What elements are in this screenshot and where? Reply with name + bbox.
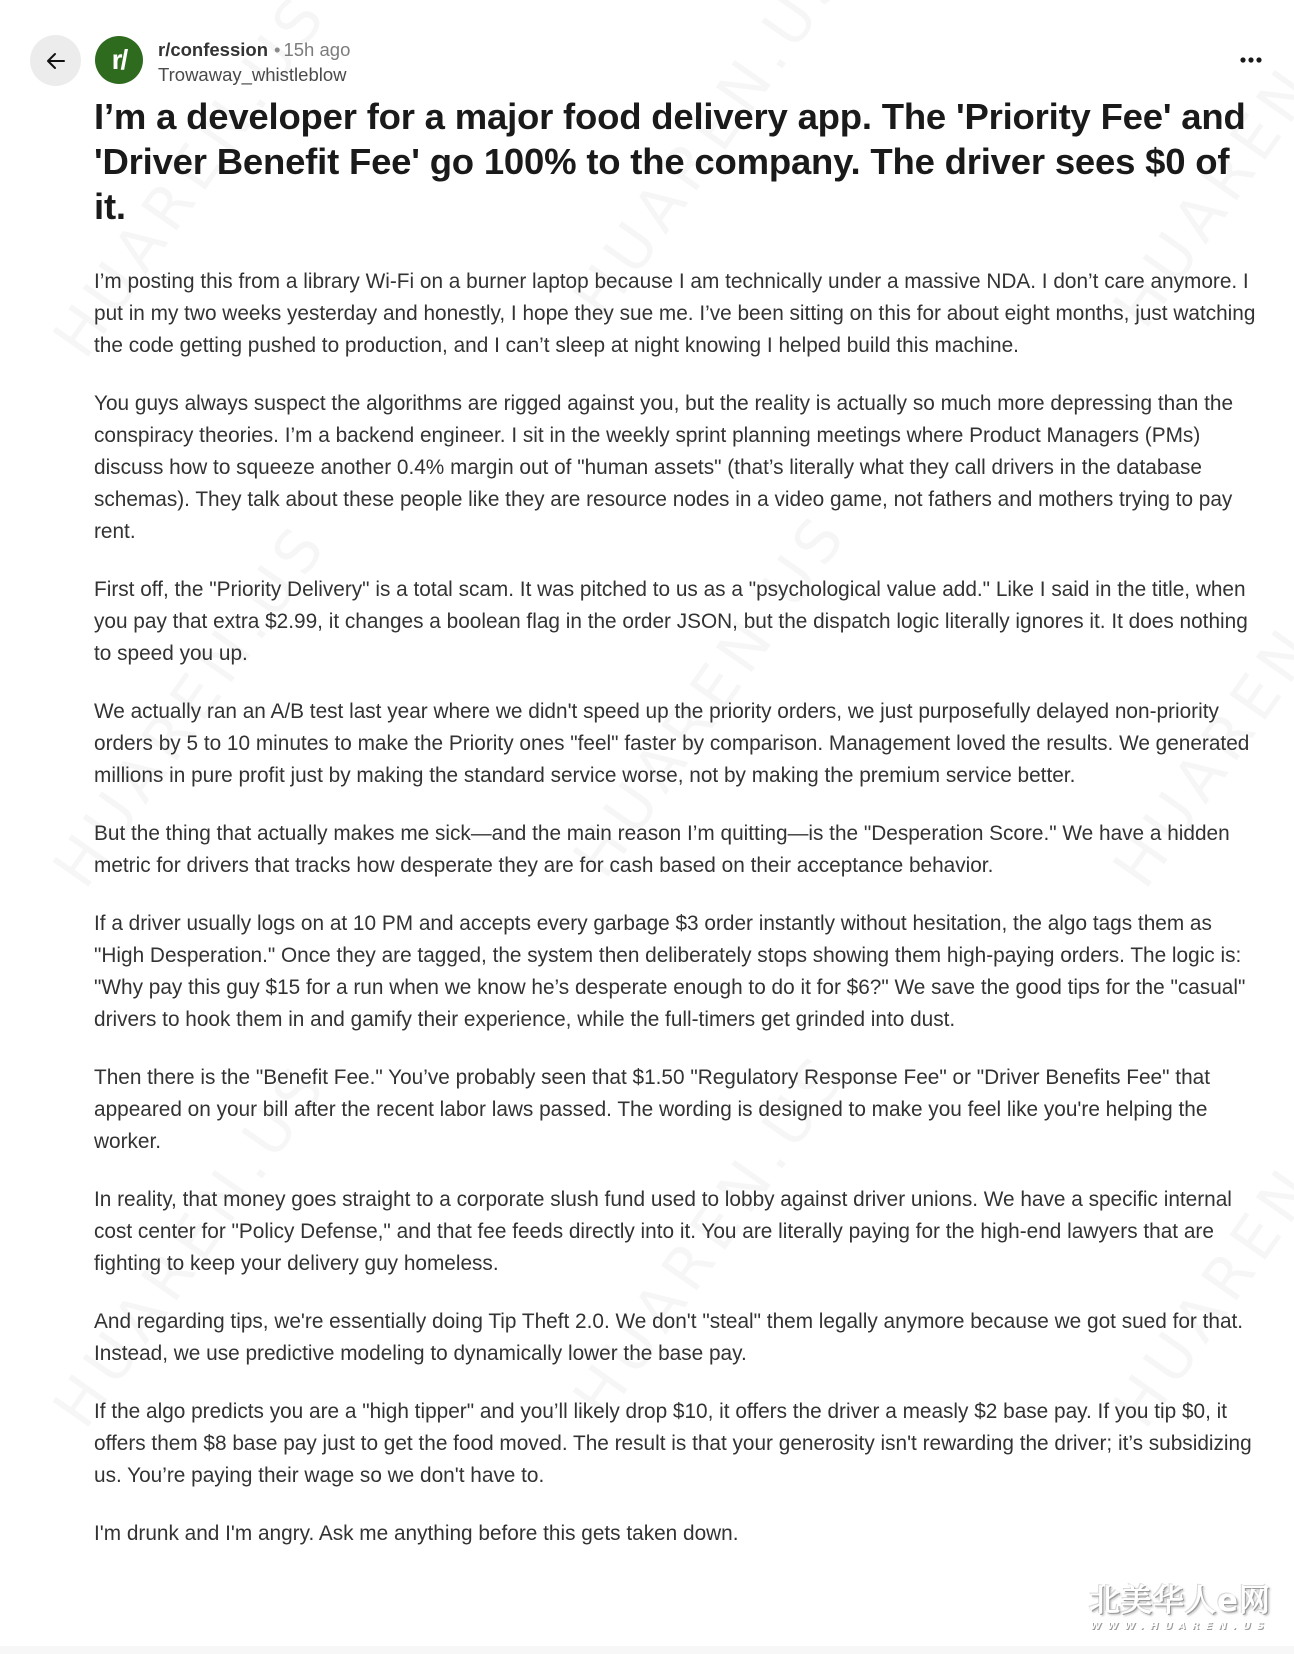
- subreddit-avatar-text: r/: [111, 44, 127, 75]
- post-title: I’m a developer for a major food delivery app. The 'Priority Fee' and 'Driver Benefit Fee' go 100% to the company. The driver sees $0 of it.: [94, 96, 1246, 227]
- author-username[interactable]: Trowaway_whistleblow: [158, 64, 347, 85]
- more-options-button[interactable]: [1230, 42, 1272, 78]
- post-timestamp: 15h ago: [283, 39, 351, 60]
- post-paragraph: Then there is the "Benefit Fee." You’ve probably seen that $1.50 "Regulatory Response Fee" or "Driver Benefits Fee" that appeared on your bill after the recent labor laws passed. The wording is designed to make you feel like you're helping the worker.: [94, 1066, 1210, 1153]
- watermark-logo-cn: 北美华人e网: [1088, 1583, 1272, 1619]
- post-header: [0, 0, 1294, 95]
- more-horizontal-icon: [1239, 56, 1263, 64]
- post-body: [94, 266, 1264, 1550]
- back-button[interactable]: [30, 35, 81, 86]
- post-paragraph: You guys always suspect the algorithms are rigged against you, but the reality is actually so much more depressing than the conspiracy theories. I’m a backend engineer. I sit in the weekly sprint planning meetings where Product Managers (PMs) discuss how to squeeze another 0.4% margin out of "human assets" (that’s literally what they call drivers in the database schemas). They talk about these people like they are resource nodes in a video game, not fathers and mothers trying to pay rent.: [94, 392, 1234, 543]
- post-paragraph: But the thing that actually makes me sick—and the main reason I’m quitting—is the "Desperation Score." We have a hidden metric for drivers that tracks how desperate they are for cash based on their acceptance behavior.: [94, 822, 1230, 877]
- post-content: [94, 94, 1264, 1576]
- post-paragraph: I'm drunk and I'm angry. Ask me anything before this gets taken down.: [94, 1522, 739, 1545]
- post-paragraph: If a driver usually logs on at 10 PM and accepts every garbage $3 order instantly without hesitation, the algo tags them as "High Desperation." Once they are tagged, the system then deliberately stops showing them high-paying orders. The logic is: "Why pay this guy $15 for a run when we know he’s desperate enough to do it for $6?" We save the good tips for the "casual" drivers to hook them in and gamify their experience, while the full-timers get grinded into dust.: [94, 912, 1246, 1031]
- subreddit-avatar[interactable]: [95, 36, 143, 84]
- post-paragraph: We actually ran an A/B test last year where we didn't speed up the priority orders, we just purposefully delayed non-priority orders by 5 to 10 minutes to make the Priority ones "feel" faster by comparison. Management loved the results. We generated millions in pure profit just by making the standard service worse, not by making the premium service better.: [94, 700, 1250, 787]
- meta-line-subreddit: [158, 37, 350, 62]
- post-paragraph: If the algo predicts you are a "high tipper" and you’ll likely drop $10, it offers the driver a measly $2 base pay. If you tip $0, it offers them $8 base pay just to get the food moved. The result is that your generosity isn't rewarding the driver; it’s subsidizing us. You’re paying their wage so we don't have to.: [94, 1400, 1252, 1487]
- post-paragraph: I’m posting this from a library Wi-Fi on a burner laptop because I am technically under a massive NDA. I don’t care anymore. I put in my two weeks yesterday and honestly, I hope they sue me. I’ve been sitting on this for about eight months, just watching the code getting pushed to production, and I can’t sleep at night knowing I helped build this machine.: [94, 270, 1256, 357]
- watermark-logo: [1085, 1583, 1275, 1643]
- post-paragraph: In reality, that money goes straight to a corporate slush fund used to lobby against driver unions. We have a specific internal cost center for "Policy Defense," and that fee feeds directly into it. You are literally paying for the high-end lawyers that are fighting to keep your delivery guy homeless.: [94, 1188, 1232, 1275]
- arrow-left-icon: [44, 49, 68, 73]
- post-meta: [158, 37, 350, 87]
- post-paragraph: First off, the "Priority Delivery" is a total scam. It was pitched to us as a "psychological value add." Like I said in the title, when you pay that extra $2.99, it changes a boolean flag in the order JSON, but the dispatch logic literally ignores it. It does nothing to speed you up.: [94, 578, 1248, 665]
- post-paragraph: And regarding tips, we're essentially doing Tip Theft 2.0. We don't "steal" them legally anymore because we got sued for that. Instead, we use predictive modeling to dynamically lower the base pay.: [94, 1310, 1244, 1365]
- meta-separator: •: [274, 39, 281, 60]
- subreddit-link[interactable]: r/confession: [158, 39, 268, 60]
- bottom-strip: [0, 1646, 1294, 1654]
- watermark-logo-url: WWW.HUAREN.US: [1090, 1621, 1270, 1632]
